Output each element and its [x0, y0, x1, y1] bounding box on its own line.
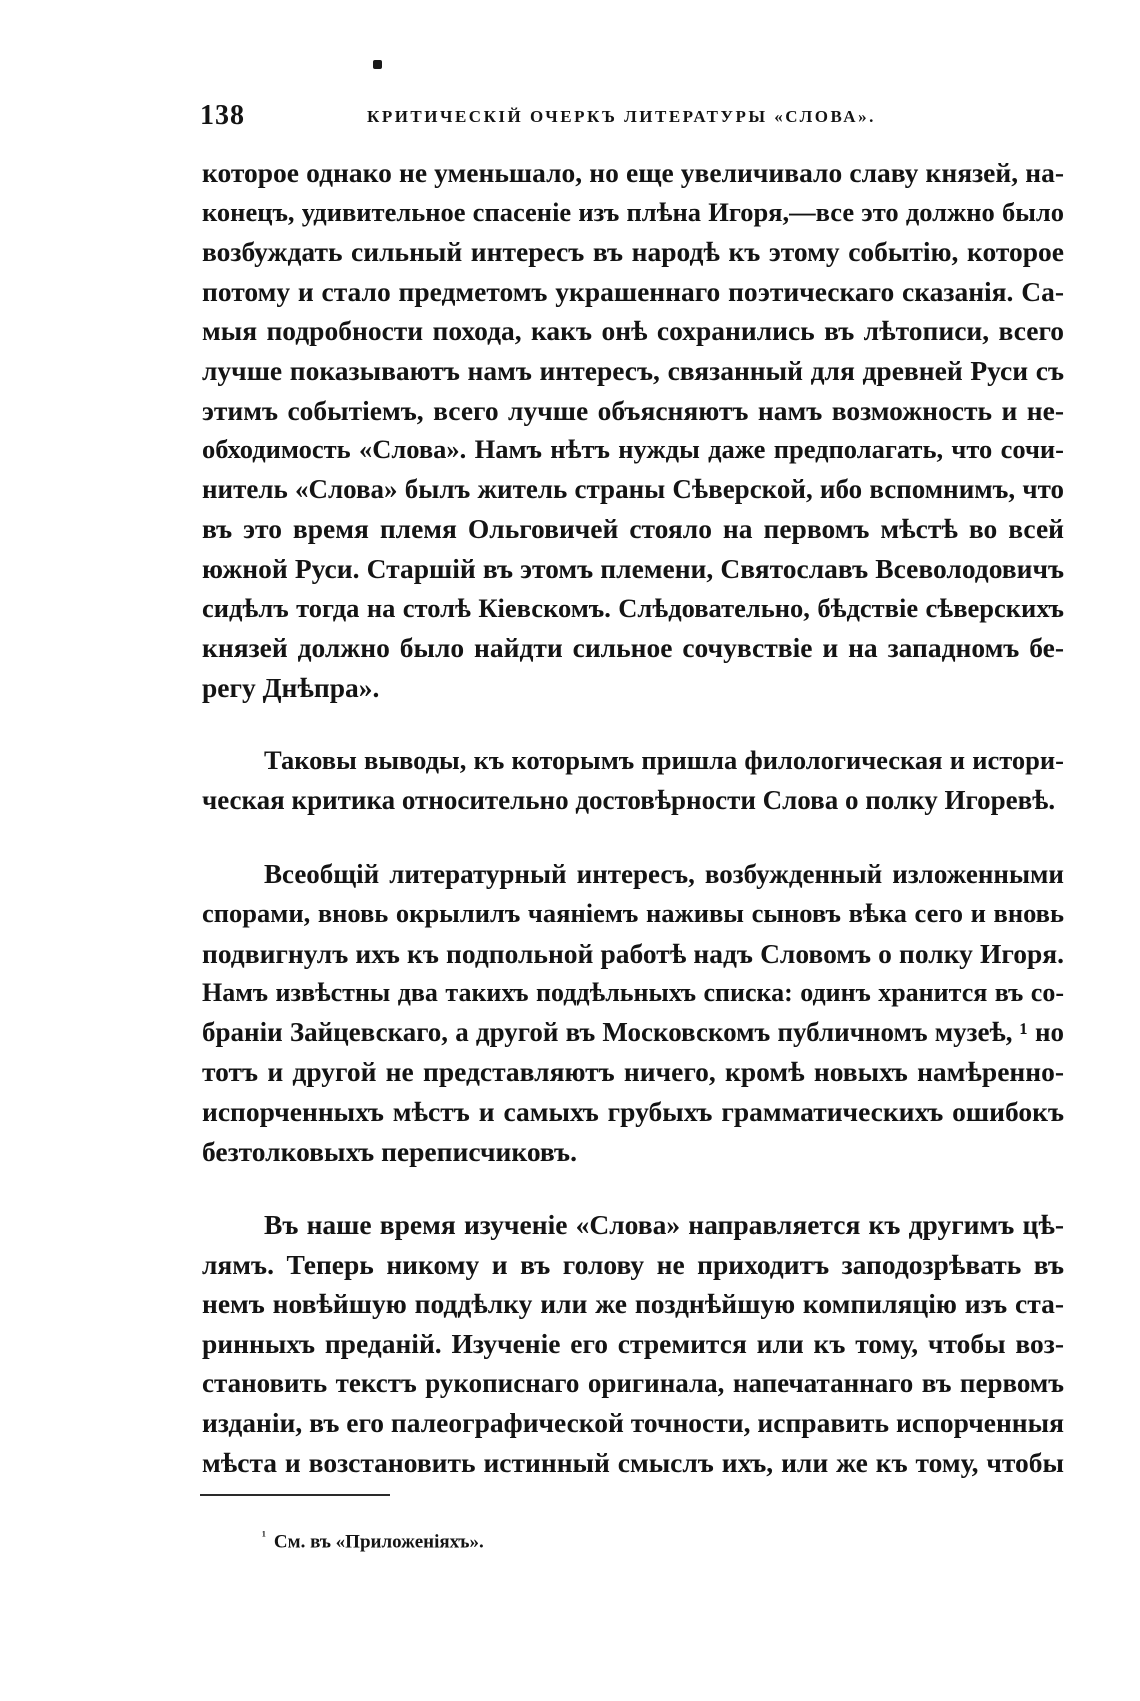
text-line: князей должно было найдти сильное сочувствіе и на западномъ бе- — [202, 632, 1064, 664]
ink-mark — [373, 60, 382, 69]
footnote — [262, 1528, 484, 1553]
paragraph — [202, 1205, 1064, 1482]
text-line: потому и стало предметомъ украшеннаго поэтическаго сказанія. Са- — [202, 275, 1064, 307]
text-line: Всеобщій литературный интересъ, возбужденный изложенными — [264, 858, 1064, 889]
footnote-marker: ¹ — [262, 1528, 266, 1543]
text-line: Таковы выводы, къ которымъ пришла филологическая и истори- — [264, 745, 1064, 776]
text-line: тотъ и другой не представляютъ ничего, кромѣ новыхъ намѣренно- — [202, 1056, 1064, 1088]
text-line: испорченныхъ мѣстъ и самыхъ грубыхъ грамматическихъ ошибокъ — [202, 1096, 1064, 1128]
text-line: обходимость «Слова». Намъ нѣтъ нужды даже предполагать, что сочи- — [202, 434, 1064, 465]
paragraph-gap — [202, 821, 1064, 855]
text-line: лямъ. Теперь никому и въ голову не приходитъ заподозрѣвать въ — [202, 1248, 1064, 1280]
text-line: мѣста и возстановить истинный смыслъ ихъ, или же къ тому, чтобы — [202, 1446, 1064, 1478]
text-line: лучше показываютъ намъ интересъ, связанный для древней Руси съ — [202, 354, 1064, 386]
page-number: 138 — [200, 100, 245, 131]
paragraph-gap — [202, 707, 1064, 741]
text-line: Въ наше время изученіе «Слова» направляется къ другимъ цѣ- — [264, 1209, 1064, 1241]
text-line: становить текстъ рукописнаго оригинала, напечатаннаго въ первомъ — [202, 1367, 1064, 1398]
paragraph — [202, 741, 1064, 820]
text-line: немъ новѣйшую поддѣлку или же позднѣйшую компиляцію изъ ста- — [202, 1288, 1064, 1320]
text-line: южной Руси. Старшій въ этомъ племени, Святославъ Всеволодовичъ — [202, 552, 1064, 584]
text-line: этимъ событіемъ, всего лучше объясняютъ намъ возможность и не- — [202, 394, 1064, 426]
text-line: ринныхъ преданій. Изученіе его стремится или къ тому, чтобы воз- — [202, 1328, 1064, 1360]
text-line: ческая критика относительно достовѣрности Слова о полку Игоревѣ. — [202, 784, 1056, 815]
text-line: конецъ, удивительное спасеніе изъ плѣна Игоря,—все это должно было — [202, 196, 1064, 227]
paragraph — [202, 153, 1064, 707]
page-header — [200, 100, 1060, 140]
text-line: нитель «Слова» былъ житель страны Сѣверской, ибо вспомнимъ, что — [202, 473, 1064, 504]
footnote-text: См. въ «Приложеніяхъ». — [273, 1531, 484, 1553]
running-head: КРИТИЧЕСКІЙ ОЧЕРКЪ ЛИТЕРАТУРЫ «СЛОВА». — [367, 107, 876, 126]
text-line: спорами, вновь окрылилъ чаяніемъ наживы сыновъ вѣка сего и вновь — [202, 898, 1064, 929]
paragraph — [202, 855, 1064, 1172]
body-text — [202, 153, 1064, 1482]
text-line: подвигнулъ ихъ къ подпольной работѣ надъ Словомъ о полку Игоря. — [202, 937, 1064, 969]
text-line: безтолковыхъ переписчиковъ. — [202, 1135, 577, 1167]
text-line: Намъ извѣстны два такихъ поддѣльныхъ списка: одинъ хранится въ со- — [202, 978, 1064, 1008]
text-line: изданіи, въ его палеографической точности, исправить испорченныя — [202, 1407, 1064, 1439]
footnote-rule — [200, 1494, 390, 1496]
text-line: сидѣлъ тогда на столѣ Кіевскомъ. Слѣдовательно, бѣдствіе сѣверскихъ — [202, 592, 1064, 623]
paragraph-gap — [202, 1171, 1064, 1205]
text-line: которое однако не уменьшало, но еще увеличивало славу князей, на- — [202, 157, 1064, 188]
text-line: въ это время племя Ольговичей стояло на первомъ мѣстѣ во всей — [202, 513, 1064, 545]
text-line: возбуждать сильный интересъ въ народѣ къ этому событію, которое — [202, 236, 1064, 268]
text-line: мыя подробности похода, какъ онѣ сохранились въ лѣтописи, всего — [202, 315, 1064, 347]
text-line: браніи Зайцевскаго, а другой въ Московскомъ публичномъ музеѣ, ¹ но — [202, 1016, 1064, 1047]
text-line: регу Днѣпра». — [202, 671, 380, 703]
